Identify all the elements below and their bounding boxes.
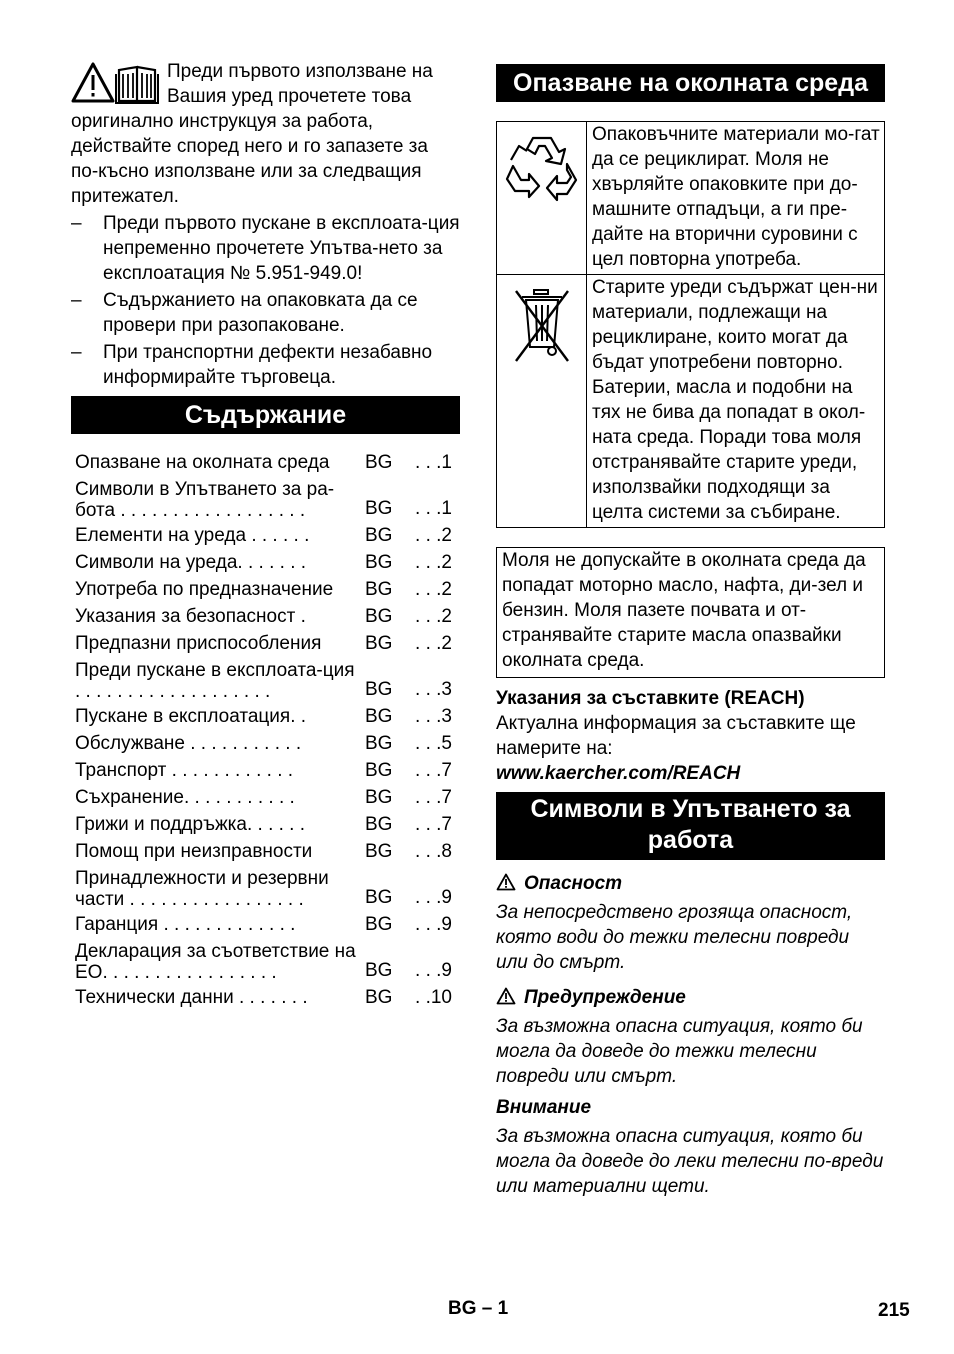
footer-language-page: BG – 1 (448, 1298, 509, 1319)
table-of-contents (71, 450, 460, 1012)
old-devices-text: Старите уреди съдържат цен-ни материали, подлежащи на рециклиране, които могат да бъдат употребени повторно. Батерии, масла и подобни на тях не бива да попадат в окол-ната среда. Поради това моля отстранявайте старите уреди, използвайки подходящи за целта системи за събиране. (592, 277, 878, 523)
environment-note: Моля не допускайте в околната среда да попадат моторно масло, нафта, ди-зел и бензин. Моля пазете почвата и от-странявайте старите масла опазвайки околната среда. (496, 547, 885, 678)
table-row (497, 274, 884, 527)
symbols-heading: Символи в Упътването за работа (496, 792, 885, 860)
toc-row[interactable]: Технически данни . . . . . . . BG . .10 (75, 987, 452, 1008)
symbols-section (496, 792, 885, 1199)
warning-triangle-icon (496, 987, 516, 1005)
list-item: – Съдържанието на опаковката да се провери при разопаковане. (71, 290, 418, 336)
danger-title: Опасност (496, 871, 885, 896)
intro-bullets (71, 211, 460, 390)
reach-text: Актуална информация за съставките ще намерите на: (496, 713, 856, 759)
toc-row[interactable]: Принадлежности и резервни части . . . . . . . . . . . . . . . . . BG . . .9 (75, 868, 452, 910)
packaging-text: Опаковъчните материали мо-гат да се рециклират. Моля не хвърляйте опаковките при до-машните отпадъци, а ги пре-дайте на вторични суровини с цел повторна употреба. (592, 124, 880, 270)
recycle-icon (505, 132, 579, 206)
page-number: 215 (878, 1300, 910, 1321)
environment-table (496, 121, 885, 528)
warning-read-manual-icon (71, 61, 161, 105)
warning-triangle-icon (496, 873, 516, 891)
toc-row[interactable]: Опазване на околната среда BG . . .1 (75, 452, 452, 473)
toc-row[interactable]: Помощ при неизправности BG . . .8 (75, 841, 452, 862)
reach-link[interactable]: www.kaercher.com/REACH (496, 763, 741, 784)
toc-row[interactable]: Употреба по предназначение BG . . .2 (75, 579, 452, 600)
toc-row[interactable]: Указания за безопасност . BG . . .2 (75, 606, 452, 627)
warning-title: Предупреждение (496, 985, 885, 1010)
table-row (497, 122, 884, 274)
intro-text: Преди първото използване на Вашия уред прочетете това оригинално инструкцуя за работа, действайте според него и го запазете за по-късно използване или за следващия притежател. (71, 61, 433, 207)
list-item: – Преди първото пускане в експлоата-ция непременно прочетете Упътва-нето за експлоатация № 5.951-949.0! (71, 213, 460, 284)
toc-row[interactable]: Обслужване . . . . . . . . . . . BG . . .5 (75, 733, 452, 754)
reach-title: Указания за съставките (REACH) (496, 688, 805, 709)
environment-heading: Опазване на околната среда (496, 64, 885, 102)
caution-title: Внимание (496, 1097, 592, 1118)
toc-row[interactable]: Декларация за съответствие на ЕО. . . . . . . . . . . . . . . . . BG . . .9 (75, 941, 452, 983)
danger-text: За непосредствено грозяща опасност, която води до тежки телесни повреди или до смърт. (496, 902, 853, 973)
toc-row[interactable]: Символи на уреда. . . . . . . BG . . .2 (75, 552, 452, 573)
toc-heading: Съдържание (71, 396, 460, 434)
toc-row[interactable]: Пускане в експлоатация. . BG . . .3 (75, 706, 452, 727)
toc-row[interactable]: Гаранция . . . . . . . . . . . . . BG . . .9 (75, 914, 452, 935)
toc-row[interactable]: Транспорт . . . . . . . . . . . . BG . . .7 (75, 760, 452, 781)
reach-section (496, 686, 885, 786)
list-item: – При транспортни дефекти незабавно информирайте търговеца. (71, 342, 433, 388)
intro-section (71, 59, 460, 390)
toc-row[interactable]: Грижи и поддръжка. . . . . . BG . . .7 (75, 814, 452, 835)
toc-row[interactable]: Символи в Упътването за ра-бота . . . . . . . . . . . . . . . . . . BG . . .1 (75, 479, 452, 521)
toc-row[interactable]: Предпазни приспособления BG . . .2 (75, 633, 452, 654)
crossed-bin-icon (512, 285, 572, 365)
toc-row[interactable]: Елементи на уреда . . . . . . BG . . .2 (75, 525, 452, 546)
caution-text: За възможна опасна ситуация, която би могла да доведе до леки телесни по-вреди или материални щети. (496, 1126, 884, 1197)
warning-text: За възможна опасна ситуация, която би могла да доведе до тежки телесни повреди или смърт. (496, 1016, 863, 1087)
toc-row[interactable]: Съхранение. . . . . . . . . . . BG . . .7 (75, 787, 452, 808)
toc-row[interactable]: Преди пускане в експлоата-ция . . . . . . . . . . . . . . . . . . . BG . . .3 (75, 660, 452, 702)
